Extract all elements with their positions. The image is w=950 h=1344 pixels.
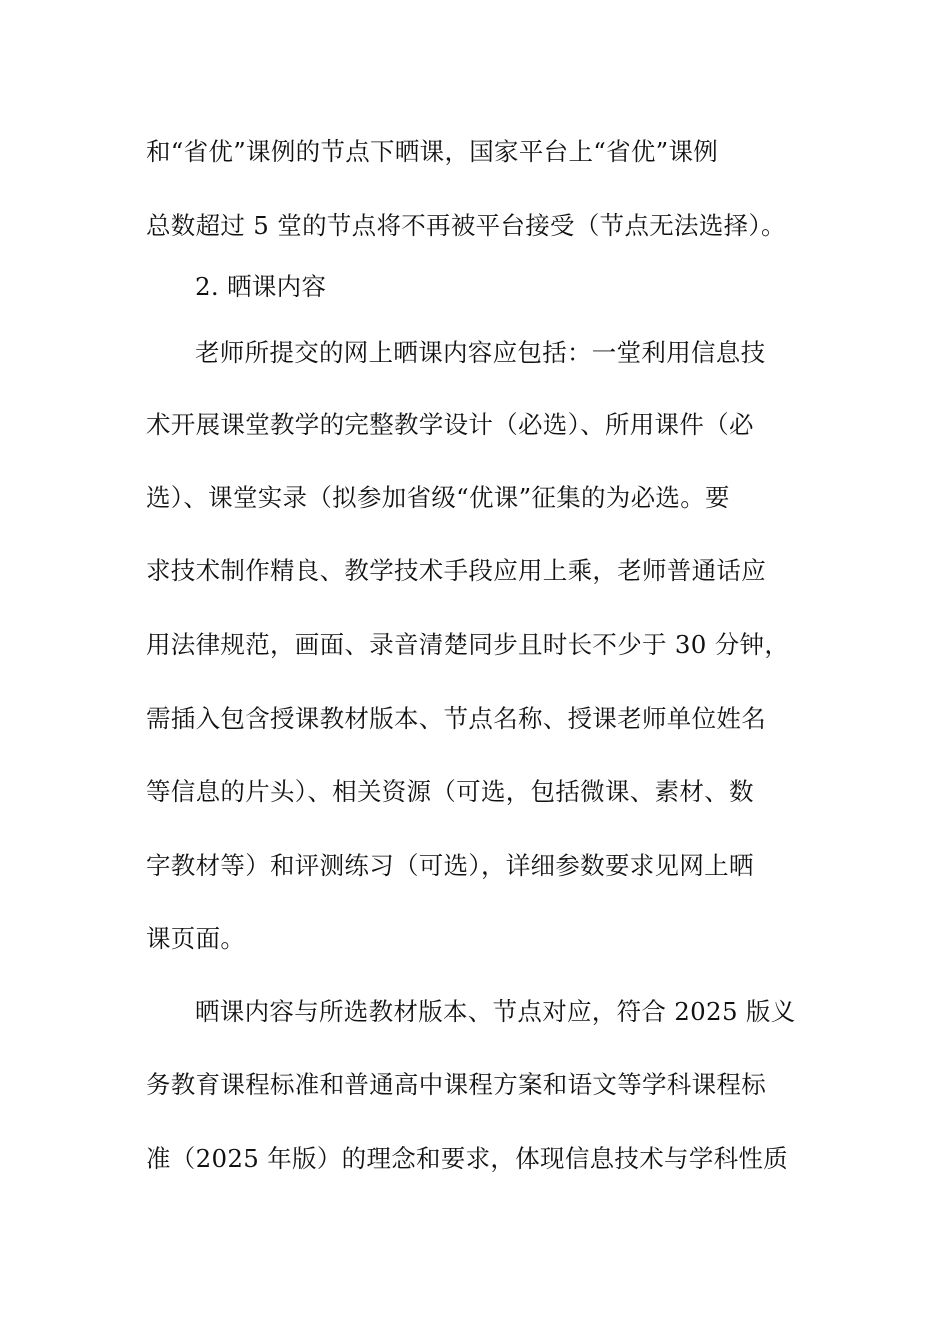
text-line: 需插入包含授课教材版本、节点名称、授课老师单位姓名 [146,704,766,733]
text-line: 课页面。 [146,924,246,953]
section-heading: 2. 晒课内容 [195,272,327,301]
text-line: 用法律规范，画面、录音清楚同步且时长不少于 30 分钟， [146,630,790,659]
text-line: 求技术制作精良、教学技术手段应用上乘，老师普通话应 [146,556,766,585]
text-line: 等信息的片头）、相关资源（可选，包括微课、素材、数 [146,777,754,806]
text-line: 字教材等）和评测练习（可选），详细参数要求见网上晒 [146,851,754,880]
text-line: 总数超过 5 堂的节点将不再被平台接受（节点无法选择）。 [146,211,786,240]
paragraph-first-line: 晒课内容与所选教材版本、节点对应，符合 2025 版义 [195,997,796,1026]
text-line: 务教育课程标准和普通高中课程方案和语文等学科课程标 [146,1070,766,1099]
text-line: 准（2025 年版）的理念和要求，体现信息技术与学科性质 [146,1144,789,1173]
text-line: 和“省优”课例的节点下晒课，国家平台上“省优”课例 [146,137,719,166]
text-line: 选）、课堂实录（拟参加省级“优课”征集的为必选。要 [146,483,730,512]
text-line: 术开展课堂教学的完整教学设计（必选）、所用课件（必 [146,410,754,439]
paragraph-first-line: 老师所提交的网上晒课内容应包括：一堂利用信息技 [195,338,766,367]
